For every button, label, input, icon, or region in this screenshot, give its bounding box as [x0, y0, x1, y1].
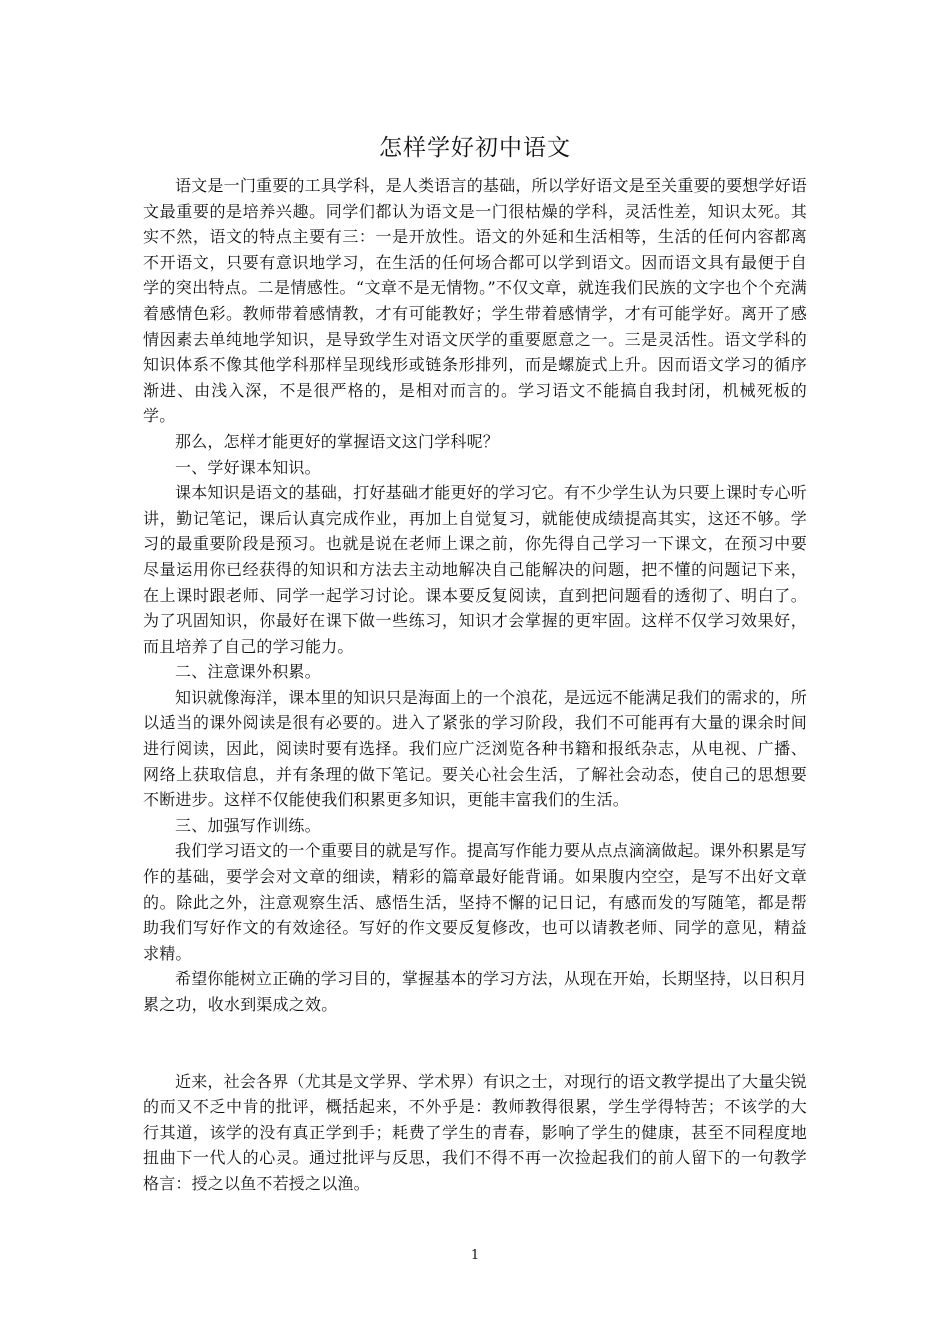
section-heading-1: 一、学好课本知识。 — [175, 457, 321, 477]
paragraph-gap — [143, 1018, 807, 1069]
paragraph-closing: 近来，社会各界（尤其是文学界、学术界）有识之士，对现行的语文教学提出了大量尖锐的而又不乏中肯的批评，概括起来，不外乎是：教师教得很累，学生学得特苦；不该学的大行其道，该学的没有真正学到手；耗费了学生的青春，影响了学生的健康，甚至不同程度地扭曲下一代人的心灵。通过批评与反思，我们不得不再一次捡起我们的前人留下的一句教学格言：授之以鱼不若授之以渔。 — [143, 1071, 807, 1193]
paragraph-section-1: 课本知识是语文的基础，打好基础才能更好的学习它。有不少学生认为只要上课时专心听讲，勤记笔记，课后认真完成作业，再加上自觉复习，就能使成绩提高其实，这还不够。学习的最重要阶段是预习。也就是说在老师上课之前，你先得自己学习一下课文，在预习中要尽量运用你已经获得的知识和方法去主动地解决自己能解决的问题，把不懂的问题记下来，在上课时跟老师、同学一起学习讨论。课本要反复阅读，直到把问题看的透彻了、明白了。为了巩固知识，你最好在课下做一些练习，知识才会掌握的更牢固。这样不仅学习效果好，而且培养了自己的学习能力。 — [143, 483, 807, 656]
document-body — [143, 173, 807, 1197]
section-heading-2: 二、注意课外积累。 — [175, 662, 321, 682]
document-title: 怎样学好初中语文 — [379, 135, 571, 161]
section-heading-3: 三、加强写作训练。 — [175, 815, 321, 835]
paragraph-section-3: 我们学习语文的一个重要目的就是写作。提高写作能力要从点点滴滴做起。课外积累是写作的基础，要学会对文章的细读，精彩的篇章最好能背诵。如果腹内空空，是写不出好文章的。除此之外，注意观察生活、感悟生活，坚持不懈的记日记，有感而发的写随笔，都是帮助我们写好作文的有效途径。写好的作文要反复修改，也可以请教老师、同学的意见，精益求精。 — [143, 841, 807, 963]
paragraph-question: 那么，怎样才能更好的掌握语文这门学科呢？ — [175, 431, 500, 451]
paragraph-section-2: 知识就像海洋，课本里的知识只是海面上的一个浪花，是远远不能满足我们的需求的，所以适当的课外阅读是很有必要的。进入了紧张的学习阶段，我们不可能再有大量的课余时间进行阅读，因此，阅读时要有选择。我们应广泛浏览各种书籍和报纸杂志，从电视、广播、网络上获取信息，并有条理的做下笔记。要关心社会生活，了解社会动态，使自己的思想要不断进步。这样不仅能使我们积累更多知识，更能丰富我们的生活。 — [143, 687, 807, 810]
paragraph-conclusion: 希望你能树立正确的学习目的，掌握基本的学习方法，从现在开始，长期坚持，以日积月累之功，收水到渠成之效。 — [143, 969, 807, 1014]
paragraph-intro: 语文是一门重要的工具学科，是人类语言的基础，所以学好语文是至关重要的要想学好语文最重要的是培养兴趣。同学们都认为语文是一门很枯燥的学科，灵活性差，知识太死。其实不然，语文的特点主要有三：一是开放性。语文的外延和生活相等，生活的任何内容都离不开语文，只要有意识地学习，在生活的任何场合都可以学到语文。因而语文具有最便于自学的突出特点。二是情感性。“文章不是无情物。”不仅文章，就连我们民族的文字也个个充满着感情色彩。教师带着感情教，才有可能教好；学生带着感情学，才有可能学好。离开了感情因素去单纯地学知识，是导致学生对语文厌学的重要愿意之一。三是灵活性。语文学科的知识体系不像其他学科那样呈现线形或链条形排列，而是螺旋式上升。因而语文学习的循序渐进、由浅入深，不是很严格的，是相对而言的。学习语文不能搞自我封闭，机械死板的学。 — [143, 176, 807, 426]
page-number: 1 — [470, 1248, 480, 1263]
